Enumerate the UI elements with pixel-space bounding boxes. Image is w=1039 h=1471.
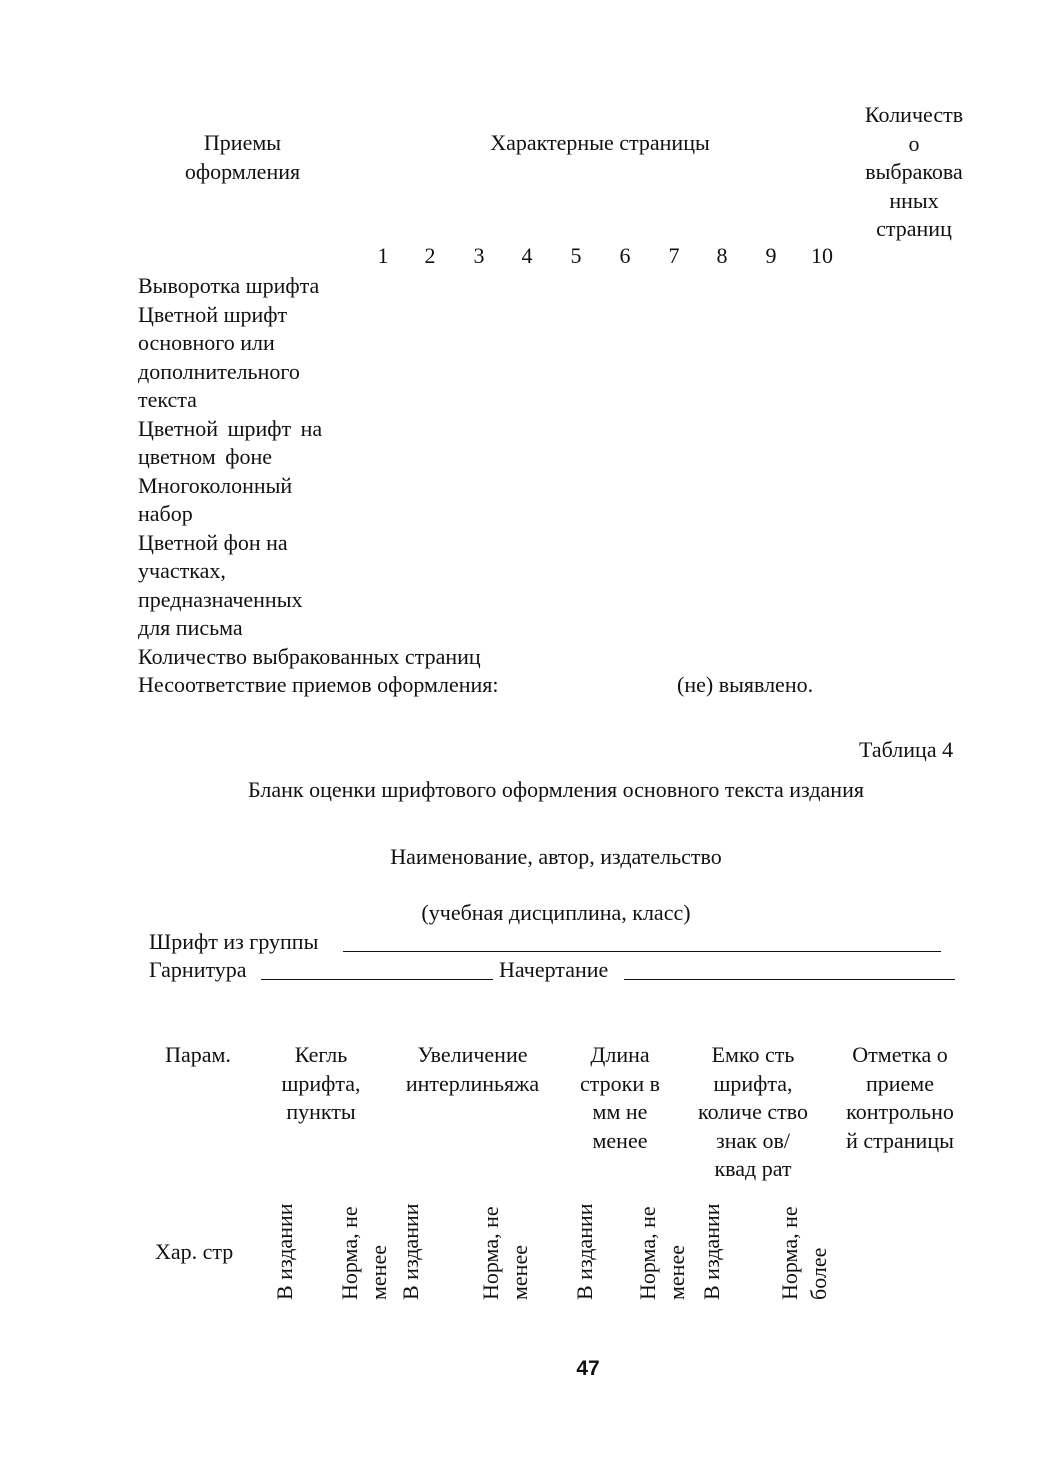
page-number-col-2: 2 [424,243,436,268]
typeface-blank[interactable] [261,979,493,980]
table4-name-line: Наименование, автор, издательство [390,844,722,869]
subheader-leading-norm: Норма, не менее [478,1206,532,1300]
table3-row-1: Выворотка шрифта [138,273,320,298]
table3-row-3: Цветной шрифт на цветном фоне [138,415,323,469]
table4-col-leading: Увеличение интерлиньяжа [405,1042,540,1096]
subheader-size-norm: Норма, не менее [337,1206,391,1300]
page-number-col-4: 4 [521,243,533,268]
page-number-col-10: 10 [811,243,833,268]
table4-col-capacity: Емко сть шрифта, количе ство знак ов/ квад рат [698,1042,808,1181]
page-number-col-8: 8 [716,243,728,268]
typeface-label: Гарнитура [149,957,247,982]
table3-row-5: Цветной фон на участках, предназначенных для письма [138,529,303,640]
subheader-size-in-edition: В издании [272,1203,297,1300]
style-blank[interactable] [624,979,955,980]
table3-mismatch-value: (не) выявлено. [677,672,814,697]
table3-row-4: Многоколонный набор [138,472,293,526]
table3-header-count: Количеств о выбракова нных страниц [864,102,964,241]
table4-col-mark: Отметка о приеме контрольно й страницы [846,1042,954,1153]
page-number-col-7: 7 [668,243,680,268]
table3-header-pages: Характерные страницы [490,130,710,155]
subheader-capacity-in-edition: В издании [699,1203,724,1300]
style-label: Начертание [499,957,609,982]
page-number-col-9: 9 [765,243,777,268]
font-group-label: Шрифт из группы [149,929,319,954]
subheader-length-in-edition: В издании [572,1203,597,1300]
table4-col-size: Кегль шрифта, пункты [281,1042,361,1124]
page-number-col-6: 6 [619,243,631,268]
table4-col-param: Парам. [165,1042,231,1067]
table4-discipline-line: (учебная дисциплина, класс) [421,900,691,925]
font-group-blank[interactable] [343,951,941,952]
subheader-capacity-norm: Норма, не более [777,1206,831,1300]
font-group-field [149,928,941,957]
typeface-style-field [149,956,955,985]
table4-row-label: Хар. стр [155,1239,234,1264]
table4-title: Бланк оценки шрифтового оформления основного текста издания [248,777,864,802]
table3-row-2: Цветной шрифт основного или дополнительного текста [138,301,300,412]
table4-caption: Таблица 4 [859,737,954,762]
page-number-col-1: 1 [377,243,389,268]
subheader-leading-in-edition: В издании [398,1203,423,1300]
table3-rejected-count-label: Количество выбракованных страниц [138,643,481,669]
subheader-length-norm: Норма, не менее [635,1206,689,1300]
page-number-col-5: 5 [570,243,582,268]
page-number-col-3: 3 [473,243,485,268]
table3-header-methods: Приемы оформления [184,130,301,184]
page-number: 47 [576,1357,600,1380]
table3-mismatch-label: Несоответствие приемов оформления: [138,672,499,697]
table4-col-line-length: Длина строки в мм не менее [580,1042,660,1153]
